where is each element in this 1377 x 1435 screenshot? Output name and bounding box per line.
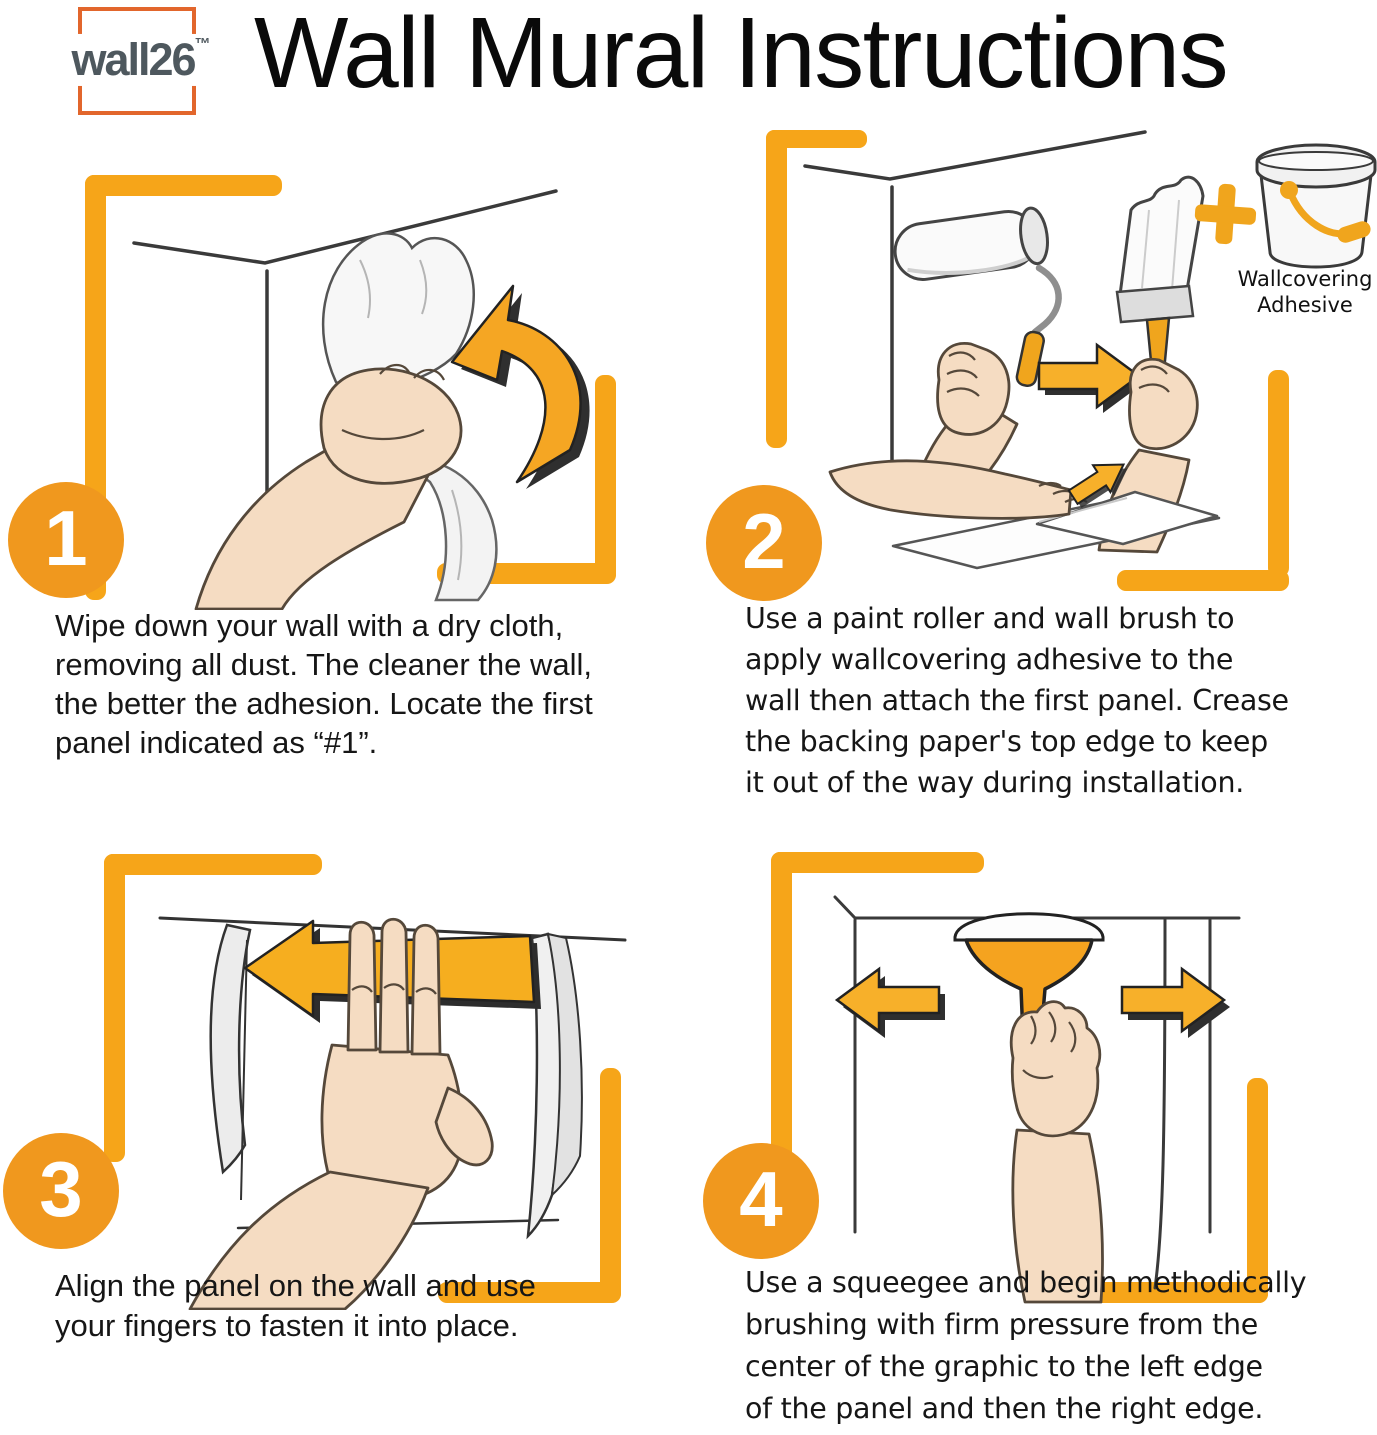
wall26-logo bbox=[66, 4, 216, 118]
step-2-number: 2 bbox=[742, 496, 786, 585]
step-3-illustration bbox=[0, 840, 687, 1310]
logo-text: wall26 bbox=[71, 33, 195, 85]
text-line: Use a squeegee and begin methodically bbox=[745, 1266, 1307, 1299]
right-arrow-icon bbox=[1122, 969, 1230, 1038]
step-4-badge bbox=[703, 1143, 819, 1259]
text-line: wall then attach the first panel. Crease bbox=[745, 684, 1289, 717]
text-line: brushing with firm pressure from the bbox=[745, 1308, 1258, 1341]
text-line: apply wallcovering adhesive to the bbox=[745, 643, 1234, 676]
text-line: panel indicated as “#1”. bbox=[55, 725, 378, 760]
step-3-section bbox=[0, 840, 687, 1435]
adhesive-bucket-label bbox=[1205, 266, 1377, 318]
step-3-number: 3 bbox=[39, 1144, 83, 1233]
step-1-text bbox=[55, 606, 593, 762]
text-line: Align the panel on the wall and use bbox=[55, 1268, 536, 1303]
text-line: the better the adhesion. Locate the first bbox=[55, 686, 593, 721]
text-line: of the panel and then the right edge. bbox=[745, 1392, 1264, 1425]
step-2-section bbox=[687, 130, 1377, 820]
adhesive-bucket bbox=[1257, 145, 1375, 267]
step-3-text bbox=[55, 1266, 536, 1346]
text-line: center of the graphic to the left edge bbox=[745, 1350, 1263, 1383]
wall-brush bbox=[1117, 177, 1203, 382]
text-line: the backing paper's top edge to keep bbox=[745, 725, 1268, 758]
step-3-badge bbox=[3, 1133, 119, 1249]
corner-bracket-top-left-icon bbox=[766, 130, 867, 448]
squeegee-hand-and-arm bbox=[1011, 1002, 1102, 1302]
step-2-text bbox=[745, 598, 1289, 803]
trademark-symbol: ™ bbox=[194, 35, 211, 53]
step-2-badge bbox=[706, 485, 822, 601]
step-4-text bbox=[745, 1262, 1306, 1430]
logo-wordmark bbox=[67, 34, 214, 86]
bucket-label-line: Adhesive bbox=[1257, 293, 1353, 317]
text-line: removing all dust. The cleaner the wall, bbox=[55, 647, 593, 682]
text-line: Use a paint roller and wall brush to bbox=[745, 602, 1235, 635]
step-1-section bbox=[0, 130, 687, 820]
step-1-badge bbox=[8, 482, 124, 598]
step-4-section bbox=[687, 840, 1377, 1435]
step-1-number: 1 bbox=[44, 493, 88, 582]
bucket-label-line: Wallcovering bbox=[1237, 267, 1373, 291]
creasing-hand-and-arm bbox=[830, 461, 1087, 519]
page-title: Wall Mural Instructions bbox=[254, 0, 1228, 109]
text-line: Wipe down your wall with a dry cloth, bbox=[55, 608, 564, 643]
text-line: it out of the way during installation. bbox=[745, 766, 1244, 799]
hand-and-arm bbox=[196, 365, 461, 609]
text-line: your fingers to fasten it into place. bbox=[55, 1308, 519, 1343]
left-arrow-icon bbox=[837, 969, 945, 1038]
step-4-number: 4 bbox=[739, 1154, 783, 1243]
